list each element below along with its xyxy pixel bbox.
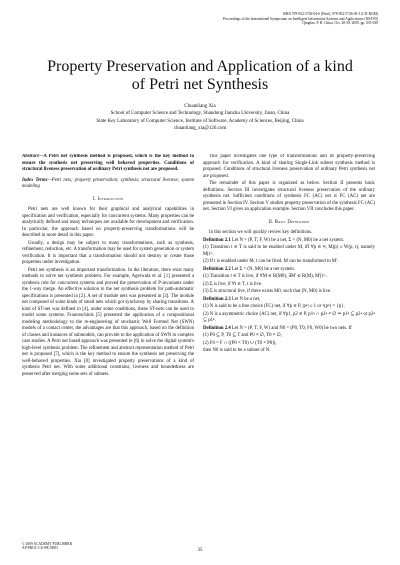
copyright-line: © 2009 ACADEMY PUBLISHER	[22, 541, 73, 546]
proceedings-name: Proceedings of the International Symposium on Intelligent Information Systems and Applications (IISA'09)	[223, 16, 378, 21]
definition-item	[203, 333, 375, 340]
definition-text: Let N = (P, T; F, W) and N0 = (P0, T0; F0, W0) be two nets. If	[231, 325, 352, 331]
section-heading-basic-definitions: II. Basic Definitions	[268, 219, 310, 225]
right-column	[203, 154, 375, 556]
definition-item	[203, 348, 375, 355]
definition-name: Definition 2.2	[203, 266, 231, 272]
definition-text: Let N be a net,	[231, 296, 261, 302]
definition-item	[203, 304, 375, 311]
paragraph: Petri nets are well known for their graphical and analytical capabilities in specification and verification, especially for concurrent systems. Many properties can be analytically defined and many techniques are available for development and verification. In particular, the approach based on property-preserving transformations will be described in more detail in this paper.	[22, 207, 194, 238]
definition-text: (2) Σ is live, if ∀t ∈ T, t is live.	[203, 281, 263, 287]
section-heading-introduction: I. Introduction	[92, 196, 124, 202]
index-terms-label: Index Terms	[22, 177, 48, 183]
definition-line	[203, 297, 375, 304]
definition-line	[203, 238, 375, 245]
definition-name: Definition 2.3	[203, 296, 231, 302]
affiliation-2: State Key Laboratory of Computer Science, Institute of Software, Academy of Sciences, Beijing, China	[96, 118, 304, 124]
affiliation-1: School of Computer Science and Technology, Shandong Jianzhu University, Jinan, China	[110, 111, 290, 117]
paragraph: This paper investigates one type of transformations and its property-preserving approach for verification. A kind of sharing Single-Link subnet synthesis method is proposed. Conditions of structural liveness preservation of ordinary Petri synthesis net are proposed.	[203, 154, 375, 179]
left-column	[22, 154, 194, 556]
definition-text: (1) P0 ⊆ P, T0 ⊆ T and P0 ≠ ∅, T0 ≠ ∅,	[203, 333, 282, 338]
abstract-label: Abstract	[22, 154, 39, 159]
paper-title	[20, 58, 380, 94]
definition-text: (1) N is said to be a free choice (FC) net, if ∀p ∈ P, |p•| ≤ 1 or •(p•) = {p}.	[203, 304, 345, 309]
definition-text: (2) If t is enabled under M, t can be fired. M can be transformed to M'.	[203, 259, 339, 264]
definitions-list	[203, 238, 375, 355]
definition-line	[203, 326, 375, 333]
definition-text: (3) Σ is structural live, if there exists M0, such that (N, M0) is live.	[203, 289, 332, 294]
definition-item	[203, 341, 375, 348]
definition-item	[203, 282, 375, 289]
definition-line	[203, 267, 375, 274]
definition-item	[203, 245, 375, 258]
author-email: chuanliang_xia@126.com	[173, 125, 227, 131]
page-number: 35	[197, 548, 203, 553]
paragraph: Usually, a design may be subject to many transformations, such as synthesis, refinement, reduction, etc. A transformation may be used for system generation or system verification. It is important that a transformation should not destroy or create those properties under investigation.	[22, 240, 194, 265]
author-name: Chuanliang Xia	[184, 104, 216, 109]
definition-text: (1) Transition t ∈ T is live, if ∀M ∈ R(M0), ∃M' ∈ R(M), M'[t>.	[203, 274, 328, 279]
definition-text: (2) N is a asymmetric choice (AC) net, if ∀p1, p2 ∈ P, p1• ∩ p2• ≠ ∅ ⇒ p1• ⊆ p2• or p2• ⊆ p1•.	[203, 311, 375, 323]
title-line-2: of Petri net Synthesis	[131, 76, 269, 93]
abstract-text: —A Petri net synthesis method is proposed, which is the key method to ensure the synthesis net preserving well behaved properties. Conditions of structural liveness preservation of ordinary Petri synthesis net are proposed.	[22, 154, 194, 172]
abstract	[22, 154, 194, 174]
definition-item	[203, 274, 375, 281]
title-line-1: Property Preservation and Application of a kind	[47, 58, 353, 75]
proceedings-location: Qingdao, P. R. China, Oct. 28-30, 2009, pp. 035-038	[302, 21, 378, 26]
author-block	[30, 103, 370, 132]
definition-item	[203, 259, 375, 266]
definition-item	[203, 289, 375, 296]
definition-item	[203, 312, 375, 325]
proceedings-isbn: ISBN 978-952-5726-04-6 (Print), 978-952-5726-05-3 (CD-ROM)	[282, 12, 378, 16]
proceedings-header	[128, 12, 378, 26]
definition-text: Let N = (P, T; F, W) be a net, Σ = (N, M0) be a net system.	[231, 237, 345, 243]
index-terms-text: —Petri nets; property preservation; synthesis; structural liveness; system modeling	[22, 177, 194, 189]
definition-text: Let Σ = (N, M0) be a net system.	[231, 266, 295, 272]
paragraph: The remainder of this paper is organized as below. Section II presents basic definitions. Section III investigates structural liveness preservation of the ordinary synthesis net. Sufficient conditions of synthesis FC (AC) net is FC (AC) net are presented in Section IV. Section V studies property preservation of the synthesis FC (AC) net. Section VI gives an application example. Section VII concludes this paper.	[203, 181, 375, 212]
definition-text: (1) Transition t ∈ T is said to be enabled under M, iff ∀p ∈ •t, M(p) ≥ W(p, t), namely M[t>.	[203, 245, 375, 257]
section-intro: In this section we will quickly review key definitions.	[209, 230, 313, 235]
index-terms	[22, 178, 194, 191]
paragraph: Petri net synthesis is an important transformation. In the literature, there exist many methods to solve net synthesis problem. For example, Agerwala et al. [1] presented a synthesis rule for concurrent systems and proved the preservation of P-invariants under the 1-way merge. An effective solution to the net synthesis problem for path-automatic specifications is presented in [2]. A set of module nets was presented in [3]. The module net composed of some kinds of small nets which got synchrony by sharing transitions. A kind of ST-net was defined in [4], under some conditions, these ST-nets can be used to model some systems. Franceschinis [5] presented the application of a compositional modeling methodology to the re-engineering of stochastic Well Formed Net (SWN) models of a contact center, the advantages are that this approach, based on the definition of classes and instances of submodels, can provide to the application of SWN to complex case studies. A Petri net based approach was presented in [6] to solve the digital system's high-level synthesis problem. The refinement and abstract representation method of Petri net is proposed [7], which is the key method to ensure the synthesis net preserving the well-behaved properties. Xia [8] investigated property preservations of a kind of synthesis Petri net. With some additional constrains, liveness and boundedness are preserved after merging some sets of subnets.	[22, 267, 194, 377]
definition-name: Definition 2.4	[203, 325, 231, 331]
proceedings-code: AP-PROC-CS-09CN003	[22, 546, 58, 551]
definition-text: then N0 is said to be a subnet of N.	[203, 348, 271, 353]
definition-name: Definition 2.1	[203, 237, 231, 243]
definition-text: (2) F0 = F ∩ ((P0 × T0) ∪ (T0 × P0)),	[203, 340, 277, 346]
